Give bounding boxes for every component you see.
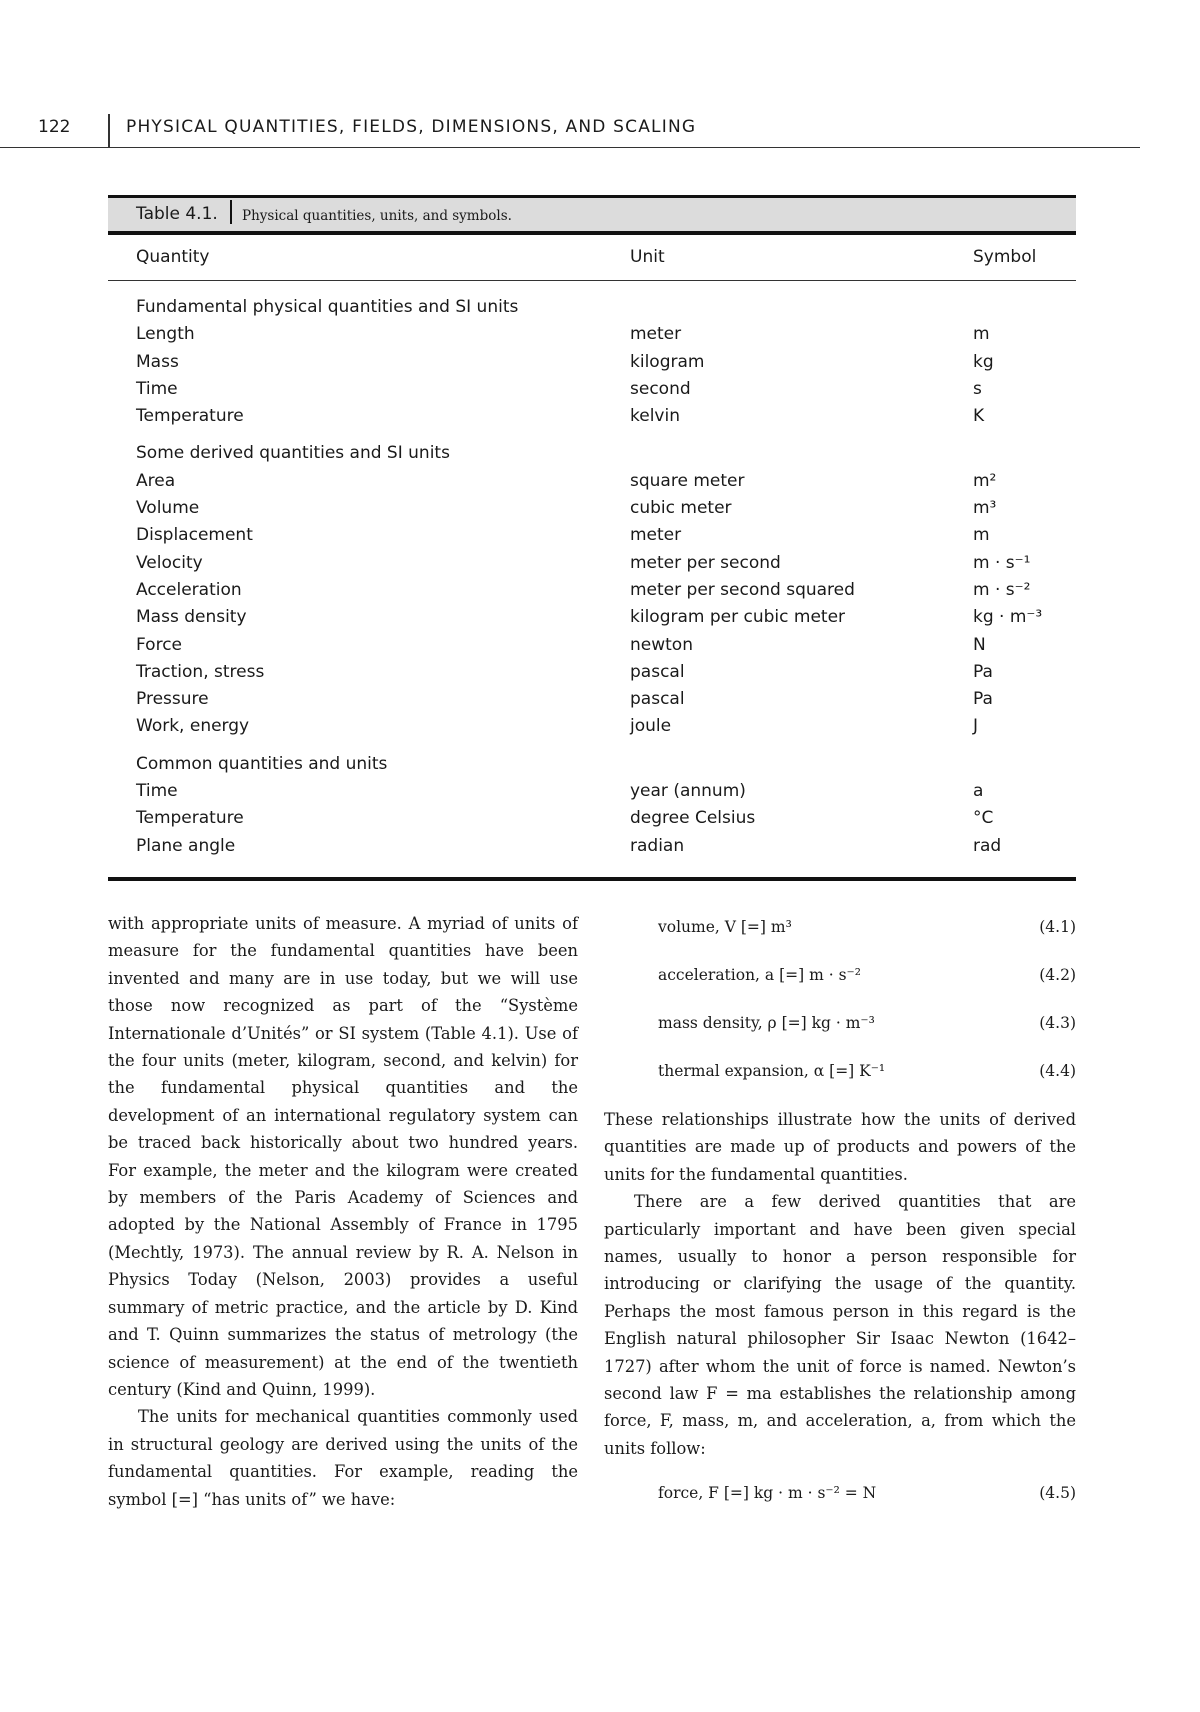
symbol-cell: s <box>973 378 982 399</box>
body-paragraph: There are a few derived quantities that are particularly important and have been given special names, usually to honor a person responsible for introducing or clarifying the usage of the quantity. Perhaps the most famous person in this regard is the English natural philosopher Sir Isaac Newton (1642–1727) after whom the unit of force is named. Newton’s second law F = ma establishes the relationship among force, F, mass, m, and acceleration, a, from which the units follow: <box>604 1192 1076 1458</box>
quantity-cell: Pressure <box>136 689 209 710</box>
symbol-cell: °C <box>973 808 994 829</box>
quantity-cell: Time <box>136 781 178 802</box>
column-header-unit: Unit <box>630 247 665 267</box>
table-group-fundamental <box>108 295 1076 431</box>
equation <box>604 910 1076 958</box>
symbol-cell: m² <box>973 470 997 491</box>
unit-cell: square meter <box>630 470 745 491</box>
equation-text: thermal expansion, α [=] K⁻¹ <box>658 1062 886 1080</box>
symbol-cell: m <box>973 324 990 345</box>
unit-cell: meter <box>630 525 682 546</box>
body-paragraph: The units for mechanical quantities commonly used in structural geology are derived using the units of the fundamental quantities. For example, reading the symbol [=] “has units of” we have: <box>108 1407 578 1509</box>
symbol-cell: m³ <box>973 498 997 519</box>
unit-cell: kilogram per cubic meter <box>630 607 846 628</box>
caption-divider <box>230 200 232 224</box>
table-body <box>108 281 1076 881</box>
equation <box>604 1054 1076 1102</box>
table-row <box>108 523 1076 550</box>
table-row <box>108 404 1076 431</box>
quantity-cell: Volume <box>136 498 200 519</box>
table-group-common <box>108 752 1076 861</box>
symbol-cell: J <box>973 716 979 737</box>
header-divider <box>108 114 110 148</box>
unit-cell: year (annum) <box>630 781 746 802</box>
table-row <box>108 469 1076 496</box>
right-text-column <box>604 910 1076 1524</box>
equation-number: (4.2) <box>1039 966 1076 984</box>
equation-text: acceleration, a [=] m · s⁻² <box>658 966 861 984</box>
quantity-cell: Displacement <box>136 525 253 546</box>
symbol-cell: N <box>973 634 986 655</box>
unit-cell: pascal <box>630 661 685 682</box>
quantity-cell: Length <box>136 324 195 345</box>
equation <box>604 958 1076 1006</box>
quantity-cell: Time <box>136 378 178 399</box>
table-row <box>108 605 1076 632</box>
equation-number: (4.4) <box>1039 1062 1076 1080</box>
equation-number: (4.5) <box>1039 1484 1076 1503</box>
running-title: PHYSICAL QUANTITIES, FIELDS, DIMENSIONS, AND SCALING <box>126 117 697 137</box>
group-title: Common quantities and units <box>136 753 388 774</box>
table-row <box>108 578 1076 605</box>
unit-cell: second <box>630 378 691 399</box>
table-label: Table 4.1. <box>136 204 218 224</box>
symbol-cell: K <box>973 406 985 427</box>
quantity-cell: Traction, stress <box>136 661 265 682</box>
symbol-cell: a <box>973 781 984 802</box>
table-row <box>108 779 1076 806</box>
equation-list <box>604 910 1076 1102</box>
page-number: 122 <box>38 117 71 137</box>
unit-cell: joule <box>630 716 672 737</box>
symbol-cell: Pa <box>973 661 993 682</box>
left-text-column <box>108 910 578 1513</box>
unit-cell: cubic meter <box>630 498 732 519</box>
group-title: Some derived quantities and SI units <box>136 443 450 464</box>
quantity-cell: Force <box>136 634 182 655</box>
table-row <box>108 322 1076 349</box>
unit-cell: kilogram <box>630 351 705 372</box>
equation-text: force, F [=] kg · m · s⁻² = N <box>658 1484 877 1503</box>
group-title: Fundamental physical quantities and SI units <box>136 297 519 317</box>
table-row <box>108 687 1076 714</box>
equation-text: mass density, ρ [=] kg · m⁻³ <box>658 1014 875 1032</box>
table-row <box>108 551 1076 578</box>
quantity-cell: Acceleration <box>136 579 242 600</box>
unit-cell: newton <box>630 634 693 655</box>
quantity-cell: Temperature <box>136 808 244 829</box>
column-header-symbol: Symbol <box>973 247 1037 267</box>
equation-number: (4.3) <box>1039 1014 1076 1032</box>
table-header-row <box>108 235 1076 281</box>
equation <box>604 1476 1076 1524</box>
symbol-cell: kg <box>973 351 994 372</box>
symbol-cell: kg · m⁻³ <box>973 607 1043 628</box>
table-row <box>108 714 1076 741</box>
table-row <box>108 834 1076 861</box>
table-group-derived <box>108 441 1076 741</box>
table-caption: Physical quantities, units, and symbols. <box>242 208 512 224</box>
body-paragraph: with appropriate units of measure. A myriad of units of measure for the fundamental quantities have been invented and many are in use today, but we will use those now recognized as part of the “Système Internationale d’Unités” or SI system (Table 4.1). Use of the four units (meter, kilogram, second, and kelvin) for the fundamental physical quantities and the development of an international regulatory system can be traced back historically about two hundred years. For example, the meter and the kilogram were created by members of the Paris Academy of Sciences and adopted by the National Assembly of France in 1795 (Mechtly, 1973). The annual review by R. A. Nelson in Physics Today (Nelson, 2003) provides a useful summary of metric practice, and the article by D. Kind and T. Quinn summarizes the status of metrology (the science of measurement) at the end of the twentieth century (Kind and Quinn, 1999). <box>108 914 578 1399</box>
equation-text: volume, V [=] m³ <box>658 918 792 936</box>
unit-cell: meter per second squared <box>630 579 855 600</box>
quantity-cell: Velocity <box>136 552 203 573</box>
body-paragraph: These relationships illustrate how the units of derived quantities are made up of products and powers of the units for the fundamental quantities. <box>604 1110 1076 1184</box>
table-row <box>108 350 1076 377</box>
table-row <box>108 633 1076 660</box>
table-row <box>108 496 1076 523</box>
quantity-cell: Temperature <box>136 406 244 427</box>
table-4-1 <box>108 195 1076 881</box>
symbol-cell: m <box>973 525 990 546</box>
equation <box>604 1006 1076 1054</box>
symbol-cell: Pa <box>973 689 993 710</box>
table-row <box>108 660 1076 687</box>
unit-cell: degree Celsius <box>630 808 756 829</box>
quantity-cell: Area <box>136 470 176 491</box>
table-row <box>108 377 1076 404</box>
unit-cell: kelvin <box>630 406 680 427</box>
table-caption-bar <box>108 195 1076 235</box>
column-header-quantity: Quantity <box>136 247 210 267</box>
quantity-cell: Plane angle <box>136 835 236 856</box>
table-row <box>108 806 1076 833</box>
equation-number: (4.1) <box>1039 918 1076 936</box>
running-header <box>0 110 1140 148</box>
unit-cell: meter per second <box>630 552 781 573</box>
symbol-cell: m · s⁻² <box>973 579 1031 600</box>
quantity-cell: Work, energy <box>136 716 250 737</box>
quantity-cell: Mass density <box>136 607 247 628</box>
symbol-cell: rad <box>973 835 1002 856</box>
symbol-cell: m · s⁻¹ <box>973 552 1031 573</box>
quantity-cell: Mass <box>136 351 179 372</box>
unit-cell: radian <box>630 835 685 856</box>
unit-cell: pascal <box>630 689 685 710</box>
unit-cell: meter <box>630 324 682 345</box>
